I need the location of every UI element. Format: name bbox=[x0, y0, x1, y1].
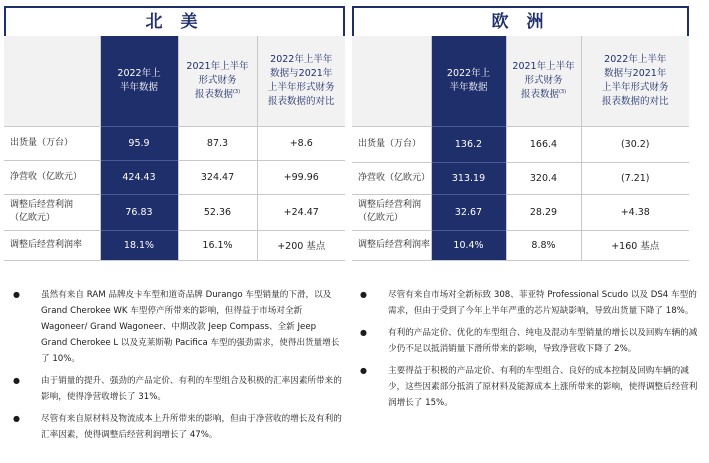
bullet-icon: ● bbox=[360, 328, 367, 337]
table-row bbox=[4, 194, 345, 230]
europe-table bbox=[352, 36, 689, 261]
north-america-table bbox=[4, 36, 345, 261]
cell-2021h1: 16.1% bbox=[178, 230, 257, 260]
header-comparison: 2022年上半年 数据与2021年 上半年形式财务 报表数据的对比 bbox=[257, 36, 345, 126]
bullet-icon: ● bbox=[13, 290, 20, 299]
cell-2021h1: 8.8% bbox=[506, 230, 581, 260]
row-label: 出货量（万台） bbox=[4, 126, 100, 160]
cell-2022h1: 76.83 bbox=[100, 194, 178, 230]
cell-2022h1: 32.67 bbox=[431, 194, 506, 230]
table-row bbox=[4, 160, 345, 194]
list-item: ● 尽管有来自市场对全新标致 308、菲亚特 Professional Scudo 以及 DS4 车型的需求，但由于受到了今年上半年严重的芯片短缺影响，导致出货量下降了 18%。 bbox=[357, 287, 702, 319]
row-label: 净营收（亿欧元） bbox=[4, 160, 100, 194]
cell-change: +24.47 bbox=[257, 194, 345, 230]
list-item: ● 虽然有来自 RAM 品牌皮卡车型和道奇品牌 Durango 车型销量的下滑，以及 Grand Cherokee WK 车型停产所带来的影响，但得益于市场对全新 Wagoneer/ Grand Wagoneer、中期改款 Jeep Compass、全新 Jeep Grand Cherokee L 以及克莱斯勒 Pacifica 车型的强劲需求，使得出货量增长了 10%。 bbox=[10, 287, 342, 367]
list-item: ● 主要得益于积极的产品定价、有利的车型组合、良好的成本控制及回购车辆的减少，这些因素部分抵消了原材料及能源成本上涨所带来的影响，使得调整后经营利润增长了 15%。 bbox=[357, 363, 702, 411]
north-america-panel bbox=[4, 6, 345, 261]
cell-change: (7.21) bbox=[581, 162, 689, 194]
row-label: 净营收（亿欧元） bbox=[352, 162, 431, 194]
europe-panel bbox=[352, 6, 689, 261]
cell-2022h1: 313.19 bbox=[431, 162, 506, 194]
cell-2022h1: 18.1% bbox=[100, 230, 178, 260]
cell-2021h1: 166.4 bbox=[506, 126, 581, 162]
header-2021h1-proforma: 2021年上半年 形式财务 报表数据$^{(3)}$ bbox=[178, 36, 257, 126]
table-row bbox=[4, 126, 345, 160]
bullet-icon: ● bbox=[13, 414, 20, 423]
row-label: 调整后经营利润率 bbox=[352, 230, 431, 260]
cell-change: +200 基点 bbox=[257, 230, 345, 260]
header-comparison: 2022年上半年 数据与2021年 上半年形式财务 报表数据的对比 bbox=[581, 36, 689, 126]
row-label: 调整后经营利润 （亿欧元） bbox=[4, 194, 100, 230]
header-blank bbox=[4, 36, 100, 126]
region-title-north-america: 北 美 bbox=[4, 6, 345, 36]
table-row bbox=[4, 230, 345, 260]
header-blank bbox=[352, 36, 431, 126]
cell-change: +160 基点 bbox=[581, 230, 689, 260]
row-label: 调整后经营利润率 bbox=[4, 230, 100, 260]
region-title-europe: 欧 洲 bbox=[352, 6, 689, 36]
cell-change: +4.38 bbox=[581, 194, 689, 230]
row-label: 出货量（万台） bbox=[352, 126, 431, 162]
bullet-icon: ● bbox=[360, 290, 367, 299]
cell-2022h1: 95.9 bbox=[100, 126, 178, 160]
table-row bbox=[352, 230, 689, 260]
header-2022h1: 2022年上 半年数据 bbox=[431, 36, 506, 126]
table-row bbox=[352, 126, 689, 162]
header-2021h1-proforma: 2021年上半年 形式财务 报表数据$^{(3)}$ bbox=[506, 36, 581, 126]
cell-change: +99.96 bbox=[257, 160, 345, 194]
cell-2022h1: 424.43 bbox=[100, 160, 178, 194]
north-america-notes bbox=[10, 287, 342, 449]
cell-2021h1: 52.36 bbox=[178, 194, 257, 230]
row-label: 调整后经营利润 （亿欧元） bbox=[352, 194, 431, 230]
cell-2022h1: 10.4% bbox=[431, 230, 506, 260]
cell-change: +8.6 bbox=[257, 126, 345, 160]
header-2022h1: 2022年上 半年数据 bbox=[100, 36, 178, 126]
table-row bbox=[352, 194, 689, 230]
cell-2022h1: 136.2 bbox=[431, 126, 506, 162]
cell-2021h1: 28.29 bbox=[506, 194, 581, 230]
table-row bbox=[352, 162, 689, 194]
cell-2021h1: 320.4 bbox=[506, 162, 581, 194]
list-item: ● 有利的产品定价、优化的车型组合、纯电及混动车型销量的增长以及回购车辆的减少仍不足以抵消销量下滑所带来的影响，导致净营收下降了 2%。 bbox=[357, 325, 702, 357]
bullet-icon: ● bbox=[360, 366, 367, 375]
cell-2021h1: 87.3 bbox=[178, 126, 257, 160]
bullet-icon: ● bbox=[13, 376, 20, 385]
list-item: ● 尽管有来自原材料及物流成本上升所带来的影响，但由于净营收的增长及有利的汇率因素，使得调整后经营利润增长了 47%。 bbox=[10, 411, 342, 443]
cell-2021h1: 324.47 bbox=[178, 160, 257, 194]
list-item: ● 由于销量的提升、强劲的产品定价、有利的车型组合及积极的汇率因素所带来的影响，使得净营收增长了 31%。 bbox=[10, 373, 342, 405]
europe-notes bbox=[357, 287, 702, 417]
cell-change: (30.2) bbox=[581, 126, 689, 162]
